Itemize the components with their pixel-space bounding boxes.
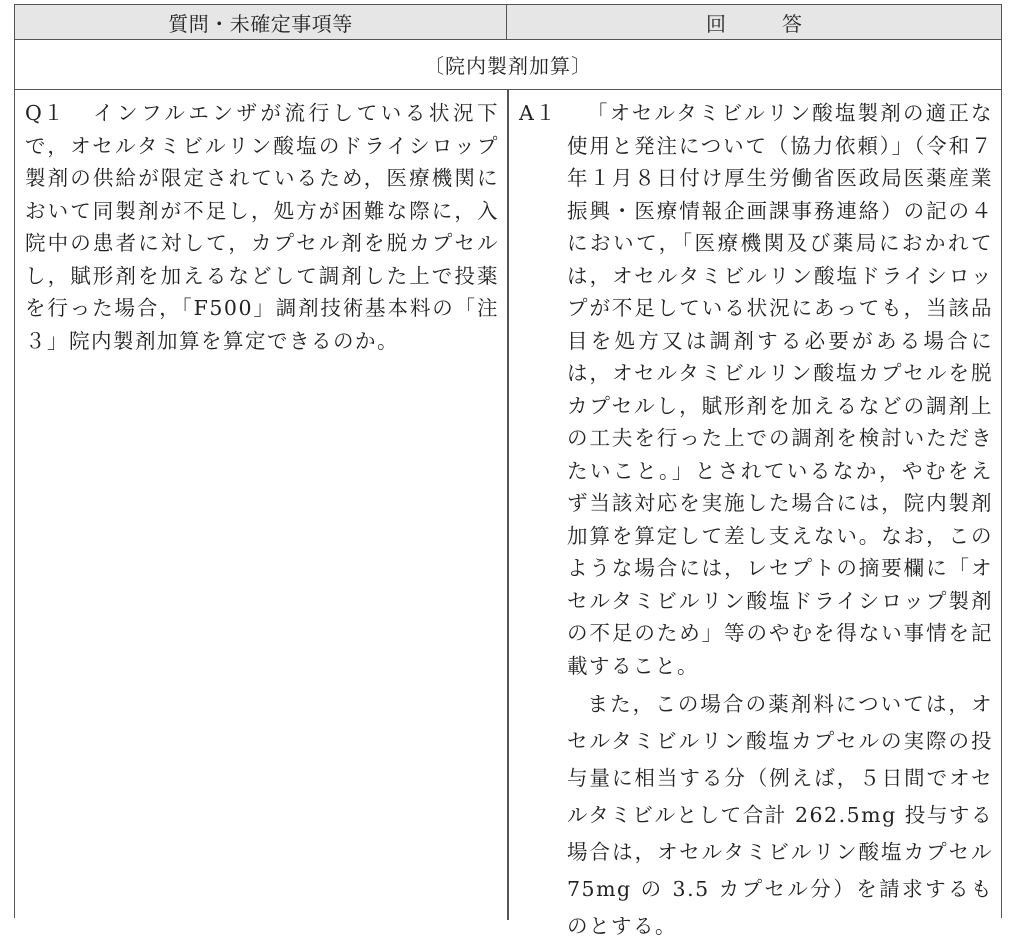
answer-paragraph-2: また，この場合の薬剤料については，オセルタミビルリン酸塩カプセルの実際の投与量に相当する分（例えば，５日間でオセルタミビルとして合計 262.5mg 投与する場合は，オセルタミビルリン酸塩カプセル 75mg の 3.5 カプセル分）を請求するものとする。 [567,692,993,938]
section-title [15,40,1001,90]
answer-column-header [507,5,1001,39]
table-header [15,5,1001,40]
question-text: インフルエンザが流行している状況下で，オセルタミビルリン酸塩のドライシロップ製剤の供給が限定されているため，医療機関において同製剤が不足し，処方が困難な際に，入院中の患者に対して，カプセル剤を脱カプセルし，賦形剤を加えるなどして調剤した上で投薬を行った場合，「F500」調剤技術基本料の「注３」院内製剤加算を算定できるのか。 [25,101,499,353]
section-title-text: 〔院内製剤加算〕 [424,54,592,78]
question-column-label: 質問・未確定事項等 [168,11,353,36]
question-cell [15,97,507,357]
question-body [25,97,499,357]
question-column-header [15,5,507,39]
answer-block [519,97,993,945]
answer-column-label: 回答 [706,11,858,36]
answer-label: A１ [519,101,558,125]
answer-cell [509,97,1003,945]
qa-table [14,4,1002,938]
question-label: Q１ [25,101,66,125]
answer-body [519,97,993,945]
question-block [25,97,499,357]
answer-paragraph-1: 「オセルタミビルリン酸塩製剤の適正な使用と発注について（協力依頼）」（令和７年１月８日付け厚生労働省医政局医薬産業振興・医療情報企画課事務連絡）の記の４において，「医療機関及び薬局におかれては，オセルタミビルリン酸塩ドライシロップが不足している状況にあっても，当該品目を処方又は調剤する必要がある場合には，オセルタミビルリン酸塩カプセルを脱カプセルし，賦形剤を加えるなどの調剤上の工夫を行った上での調剤を検討いただきたいこと。」とされているなか，やむをえず当該対応を実施した場合には，院内製剤加算を算定して差し支えない。なお，このような場合には，レセプトの摘要欄に「オセルタミビルリン酸塩ドライシロップ製剤の不足のため」等のやむを得ない事情を記載すること。 [567,101,993,678]
